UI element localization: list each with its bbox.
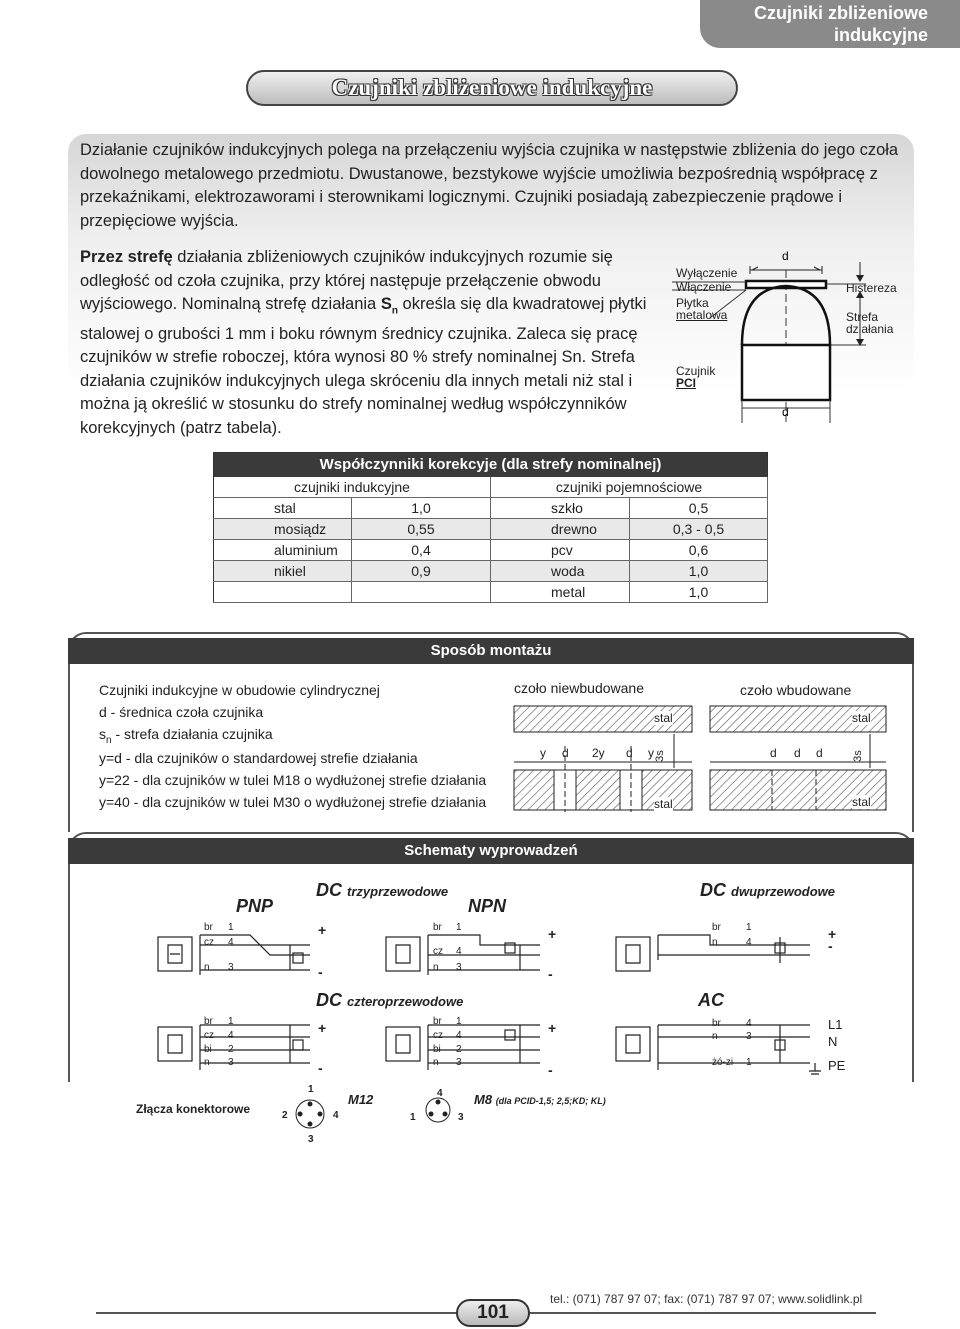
zone-sn-sub: n bbox=[391, 305, 398, 317]
mount-line-6: y=40 - dla czujników w tulei M30 o wydłużonej strefie działania bbox=[99, 794, 487, 810]
correction-table-title: Współczynniki korekcyje (dla strefy nominalnej) bbox=[214, 453, 768, 477]
minus-label: - bbox=[548, 966, 553, 982]
wire-label: 3 bbox=[456, 1057, 462, 1068]
wire-label: 4 bbox=[456, 946, 462, 957]
plus-label: + bbox=[318, 1020, 327, 1036]
zone-d-bottom: d bbox=[782, 405, 789, 419]
wire-label: 1 bbox=[228, 1016, 234, 1027]
steel-label: stal bbox=[654, 797, 673, 811]
wire-label: cz bbox=[433, 1030, 443, 1041]
plus-label: + bbox=[548, 1020, 557, 1036]
wire-label: br bbox=[204, 1016, 213, 1027]
minus-label: - bbox=[548, 1062, 553, 1078]
table-cell: nikiel bbox=[214, 560, 352, 581]
zone-bold: Przez strefę bbox=[80, 248, 173, 266]
m8-label: M8 (dla PCID-1,5; 2,5;KD; KL) bbox=[474, 1092, 606, 1107]
table-cell: 0,55 bbox=[352, 518, 491, 539]
steel-label: stal bbox=[852, 795, 871, 809]
table-cell: drewno bbox=[491, 518, 630, 539]
label-plate-1: Płytka bbox=[676, 296, 709, 310]
wire-label: cz bbox=[204, 937, 214, 948]
table-cell: stal bbox=[214, 497, 352, 518]
schemas-title: Schematy wyprowadzeń bbox=[68, 838, 914, 864]
ac-label: AC bbox=[698, 990, 724, 1010]
correction-table bbox=[213, 452, 768, 603]
table-cell: 1,0 bbox=[630, 581, 768, 602]
mount-line-1: Czujniki indukcyjne w obudowie cylindrycznej bbox=[99, 682, 380, 698]
ac-l1-label: L1 bbox=[828, 1017, 843, 1032]
table-cell: 0,6 bbox=[630, 539, 768, 560]
pin-label: 4 bbox=[437, 1088, 443, 1099]
wire-label: n bbox=[433, 1057, 439, 1068]
dc2-label: DC dwuprzewodowe bbox=[700, 880, 836, 900]
wiring-diagrams bbox=[150, 915, 850, 1085]
label-plate-2: metalowa bbox=[676, 308, 728, 322]
wire-label: br bbox=[712, 1018, 721, 1029]
pin-label: 4 bbox=[333, 1110, 339, 1121]
col-inductive: czujniki indukcyjne bbox=[214, 477, 491, 498]
wire-label: n bbox=[712, 937, 718, 948]
table-cell: 0,5 bbox=[630, 497, 768, 518]
table-cell: metal bbox=[491, 581, 630, 602]
wire-label: n bbox=[433, 962, 439, 973]
table-cell: mosiądz bbox=[214, 518, 352, 539]
intro-paragraph: Działanie czujników indukcyjnych polega na przełączeniu wyjścia czujnika w następstwie zbliżenia do jego czoła dowolnego metalowego przedmiotu. Dwustanowe, bezstykowe wyjście umożliwia bezpośrednią współpracę z przekaźnikami, elektrozaworami i sterownikami logicznymi. Czujniki posiadają zabezpieczenie prądowe i przepięciowe wyjścia. bbox=[80, 141, 899, 230]
dc4-label: DC czteroprzewodowe bbox=[316, 990, 464, 1010]
connectors-label: Złącza konektorowe bbox=[136, 1102, 251, 1116]
dc3-label: DC trzyprzewodowe bbox=[316, 880, 449, 900]
npn-label: NPN bbox=[468, 896, 507, 916]
zone-sn: S bbox=[380, 295, 392, 313]
wire-label: br bbox=[712, 922, 721, 933]
minus-label: - bbox=[318, 1060, 323, 1076]
mount-left-title: czoło niewbudowane bbox=[514, 680, 644, 696]
mount-line-2: d - średnica czoła czujnika bbox=[99, 704, 264, 720]
pin-label: 2 bbox=[282, 1110, 288, 1121]
col-capacitive: czujniki pojemnościowe bbox=[491, 477, 768, 498]
wire-label: 1 bbox=[456, 1016, 462, 1027]
three-sn-label: 3s bbox=[851, 750, 864, 762]
footer-contact: tel.: (071) 787 97 07; fax: (071) 787 97 07; www.solidlink.pl bbox=[550, 1292, 863, 1306]
dim-label: d bbox=[562, 746, 569, 760]
three-sn-label: 3s bbox=[653, 750, 666, 762]
wire-label: 1 bbox=[746, 1057, 752, 1068]
wire-label: n bbox=[712, 1031, 718, 1042]
mount-line-4: y=d - dla czujników o standardowej strefie działania bbox=[99, 750, 418, 766]
ac-pe-label: PE bbox=[828, 1058, 846, 1073]
wire-label: bi bbox=[433, 1044, 441, 1055]
label-off: Wyłączenie bbox=[676, 266, 738, 280]
pin-label: 1 bbox=[308, 1084, 314, 1095]
plus-label: + bbox=[548, 926, 557, 942]
wire-label: 4 bbox=[228, 1030, 234, 1041]
wire-label: 3 bbox=[456, 962, 462, 973]
page-number: 101 bbox=[456, 1299, 530, 1327]
table-cell: pcv bbox=[491, 539, 630, 560]
label-on: Włączenie bbox=[676, 280, 732, 294]
wire-label: 4 bbox=[228, 937, 234, 948]
wire-label: br bbox=[433, 922, 442, 933]
wire-label: żó-zi bbox=[712, 1057, 734, 1068]
table-cell: 1,0 bbox=[630, 560, 768, 581]
ac-n-label: N bbox=[828, 1034, 838, 1049]
label-sensor-2: PCI bbox=[676, 376, 697, 390]
minus-label: - bbox=[828, 938, 833, 954]
steel-label: stal bbox=[852, 711, 871, 725]
table-cell bbox=[352, 581, 491, 602]
table-cell: aluminium bbox=[214, 539, 352, 560]
dim-label: d bbox=[816, 746, 823, 760]
plus-label: + bbox=[828, 926, 837, 942]
pin-label: 1 bbox=[410, 1112, 416, 1123]
pin-label: 3 bbox=[308, 1134, 314, 1145]
header-tab: Czujniki zbliżeniowe indukcyjne bbox=[700, 0, 960, 48]
dim-label: d bbox=[770, 746, 777, 760]
dim-label: d bbox=[626, 746, 633, 760]
wire-label: br bbox=[433, 1016, 442, 1027]
label-sensor-1: Czujnik bbox=[676, 364, 716, 378]
label-zone-1: Strefa bbox=[846, 310, 879, 324]
zone-part2: określa się dla kwadratowej płytki stalowej o grubości 1 mm i boku równym średnicy czujnika. Zaleca się pracę czujników w strefie roboczej, która wynosi 80 % strefy nominalnej Sn. Strefa działania czujników indukcyjnych ulega skróceniu dla innych metali niż stal i można ją określić w stosunku do strefy nominalnej według współczynników korekcyjnych (patrz tabela). bbox=[80, 295, 647, 437]
pin-label: 3 bbox=[458, 1112, 464, 1123]
table-cell: 1,0 bbox=[352, 497, 491, 518]
wire-label: 4 bbox=[746, 1018, 752, 1029]
wire-label: 1 bbox=[746, 922, 752, 933]
label-hysteresis: Histereza bbox=[846, 281, 897, 295]
mount-line-5: y=22 - dla czujników w tulei M18 o wydłużonej strefie działania bbox=[99, 772, 487, 788]
wire-label: cz bbox=[204, 1030, 214, 1041]
zone-paragraph bbox=[80, 246, 660, 440]
wire-label: n bbox=[204, 962, 210, 973]
wire-label: 3 bbox=[228, 1057, 234, 1068]
dim-label: y bbox=[648, 746, 654, 760]
table-cell: szkło bbox=[491, 497, 630, 518]
mount-right-title: czoło wbudowane bbox=[740, 682, 852, 698]
zone-d-top: d bbox=[782, 249, 789, 263]
pnp-label: PNP bbox=[236, 896, 274, 916]
wire-label: bi bbox=[204, 1044, 212, 1055]
dim-label: 2y bbox=[592, 746, 605, 760]
wire-label: 1 bbox=[456, 922, 462, 933]
steel-label: stal bbox=[654, 711, 673, 725]
wire-label: 2 bbox=[456, 1044, 462, 1055]
wire-label: 4 bbox=[746, 937, 752, 948]
wire-label: 4 bbox=[456, 1030, 462, 1041]
wire-label: 2 bbox=[228, 1044, 234, 1055]
wire-label: br bbox=[204, 922, 213, 933]
dim-label: d bbox=[794, 746, 801, 760]
wire-label: 1 bbox=[228, 922, 234, 933]
table-cell: 0,9 bbox=[352, 560, 491, 581]
wire-label: 3 bbox=[228, 962, 234, 973]
dim-label: y bbox=[540, 746, 546, 760]
table-cell: 0,3 - 0,5 bbox=[630, 518, 768, 539]
minus-label: - bbox=[318, 964, 323, 980]
wire-label: 3 bbox=[746, 1031, 752, 1042]
page-title: Czujniki zbliżeniowe indukcyjne bbox=[246, 70, 738, 106]
label-zone-2: działania bbox=[846, 322, 894, 336]
m12-label: M12 bbox=[348, 1092, 374, 1107]
mount-line-3: $s_n$ - strefa działania czujnika bbox=[99, 726, 273, 746]
table-cell: woda bbox=[491, 560, 630, 581]
mounting-title: Sposób montażu bbox=[68, 638, 914, 664]
wire-label: n bbox=[204, 1057, 210, 1068]
table-cell bbox=[214, 581, 352, 602]
zone-part1: działania zbliżeniowych czujników indukcyjnych rozumie się odległość od czoła czujnika, przy której następuje przełączenie obwodu wyjściowego. Nominalną strefę działania bbox=[80, 248, 613, 313]
wire-label: cz bbox=[433, 946, 443, 957]
table-cell: 0,4 bbox=[352, 539, 491, 560]
plus-label: + bbox=[318, 922, 327, 938]
